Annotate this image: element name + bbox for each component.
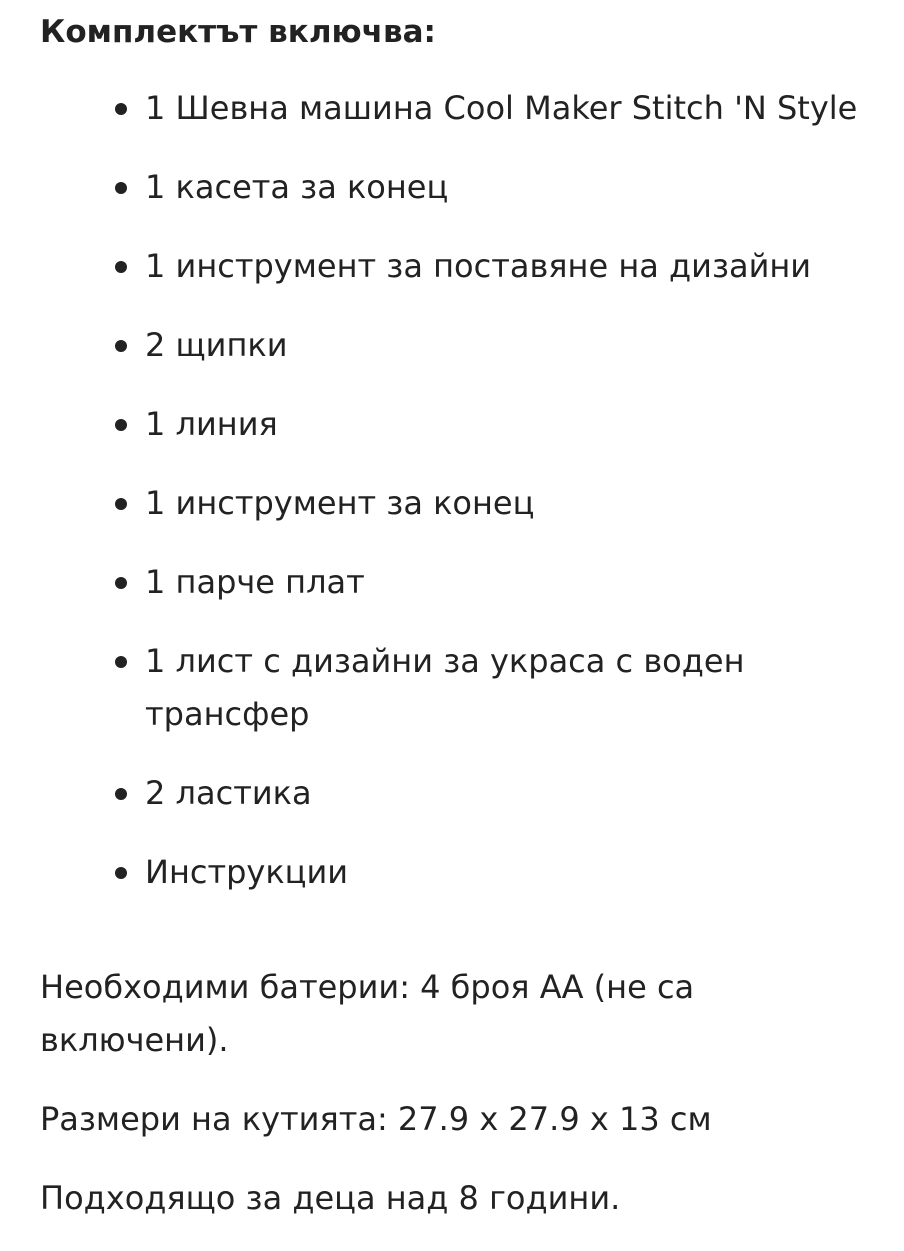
bullet-icon [115,656,127,668]
list-item [40,846,890,899]
list-item [40,161,890,214]
kit-contents-heading: Комплектът включва: [40,14,436,50]
box-size-info: Размери на кутията: 27.9 x 27.9 x 13 см [40,1100,712,1138]
list-item-label: 1 лист с дизайни за украса с воден трансфер [145,642,745,733]
list-item [40,319,890,372]
kit-contents-list [40,82,890,899]
bullet-icon [115,419,127,431]
list-item [40,240,890,293]
list-item [40,767,890,820]
list-item [40,398,890,451]
bullet-icon [115,577,127,589]
list-item-label: Инструкции [145,853,349,891]
bullet-icon [115,498,127,510]
list-item [40,635,890,741]
list-item [40,477,890,530]
bullet-icon [115,340,127,352]
list-item-label: 1 инструмент за конец [145,484,535,522]
bullet-icon [115,867,127,879]
list-item-label: 1 парче плат [145,563,365,601]
list-item-label: 1 инструмент за поставяне на дизайни [145,247,812,285]
list-item-label: 1 Шевна машина Cool Maker Stitch 'N Style [145,89,858,127]
list-item [40,82,890,135]
list-item-label: 2 щипки [145,326,288,364]
list-item-label: 1 касета за конец [145,168,449,206]
list-item-label: 1 линия [145,405,278,443]
bullet-icon [115,261,127,273]
list-item-label: 2 ластика [145,774,312,812]
age-info: Подходящо за деца над 8 години. [40,1179,621,1217]
bullet-icon [115,182,127,194]
product-details [40,0,890,1251]
batteries-info: Необходими батерии: 4 броя АА (не са включени). [40,968,695,1059]
bullet-icon [115,788,127,800]
list-item [40,556,890,609]
bullet-icon [115,103,127,115]
